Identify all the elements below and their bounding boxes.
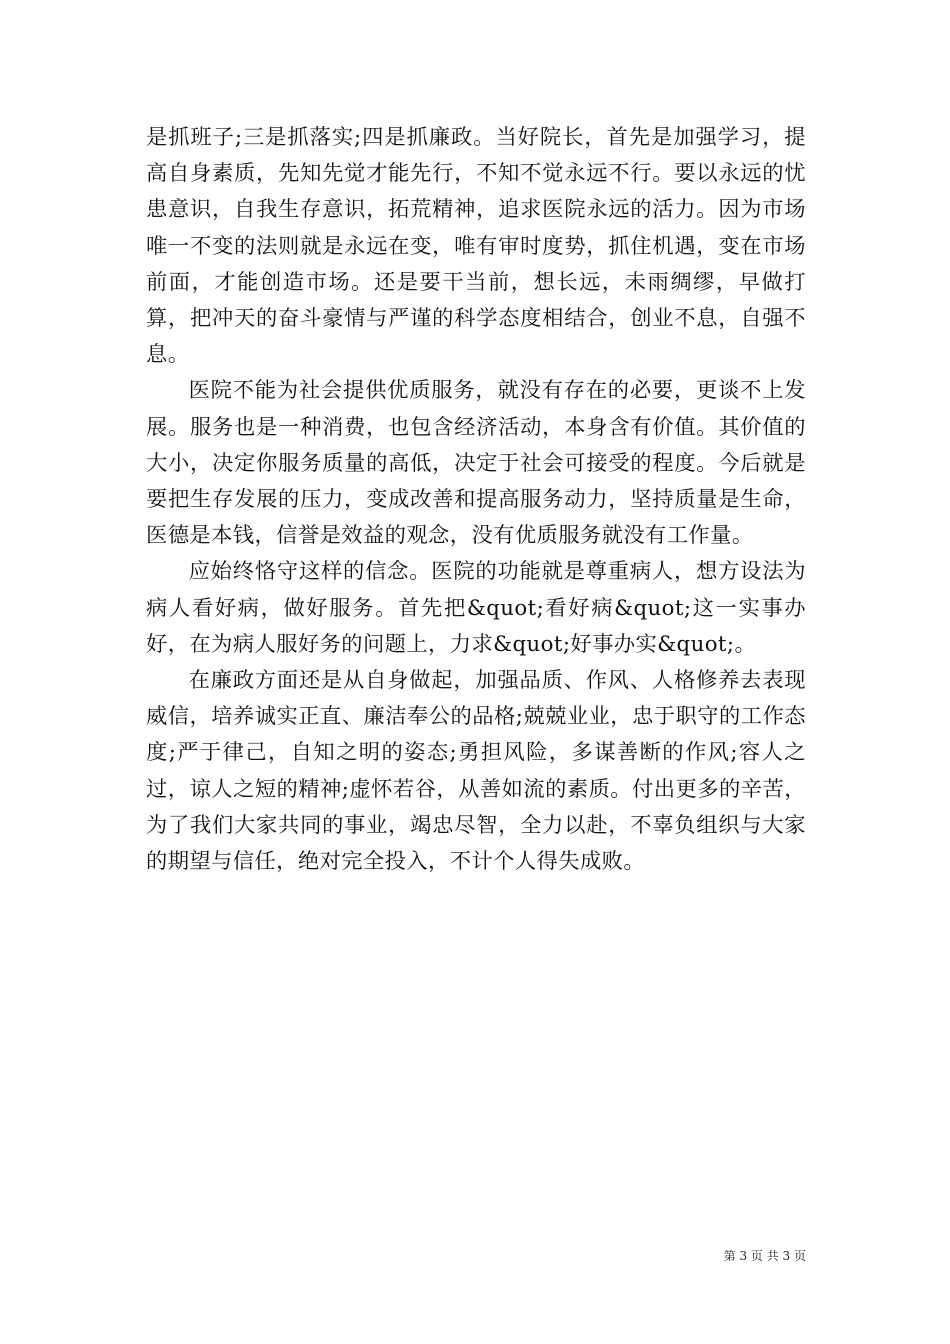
paragraph-2: 医院不能为社会提供优质服务，就没有存在的必要，更谈不上发展。服务也是一种消费，也包含经济活动，本身含有价值。其价值的大小，决定你服务质量的高低，决定于社会可接受的程度。今后就是要把生存发展的压力，变成改善和提高服务动力，坚持质量是生命，医德是本钱，信誉是效益的观念，没有优质服务就没有工作量。 xyxy=(146,378,806,549)
page-number-footer: 第 3 页 共 3 页 xyxy=(723,1249,806,1263)
document-body xyxy=(146,120,806,880)
paragraph-1: 是抓班子;三是抓落实;四是抓廉政。当好院长，首先是加强学习，提高自身素质，先知先觉才能先行，不知不觉永远不行。要以永远的忧患意识，自我生存意识，拓荒精神，追求医院永远的活力。因为市场唯一不变的法则就是永远在变，唯有审时度势，抓住机遇，变在市场前面，才能创造市场。还是要干当前，想长远，未雨绸缪，早做打算，把冲天的奋斗豪情与严谨的科学态度相结合，创业不息，自强不息。 xyxy=(146,125,806,368)
paragraph-3: 应始终恪守这样的信念。医院的功能就是尊重病人，想方设法为病人看好病，做好服务。首先把&quot;看好病&quot;这一实事办好，在为病人服好务的问题上，力求&quot;好事办实&quot;。 xyxy=(146,559,806,657)
paragraph-4: 在廉政方面还是从自身做起，加强品质、作风、人格修养去表现威信，培养诚实正直、廉洁奉公的品格;兢兢业业，忠于职守的工作态度;严于律己，自知之明的姿态;勇担风险，多谋善断的作风;容人之过，谅人之短的精神;虚怀若谷，从善如流的素质。付出更多的辛苦，为了我们大家共同的事业，竭忠尽智，全力以赴，不辜负组织与大家的期望与信任，绝对完全投入，不计个人得失成败。 xyxy=(146,668,806,875)
